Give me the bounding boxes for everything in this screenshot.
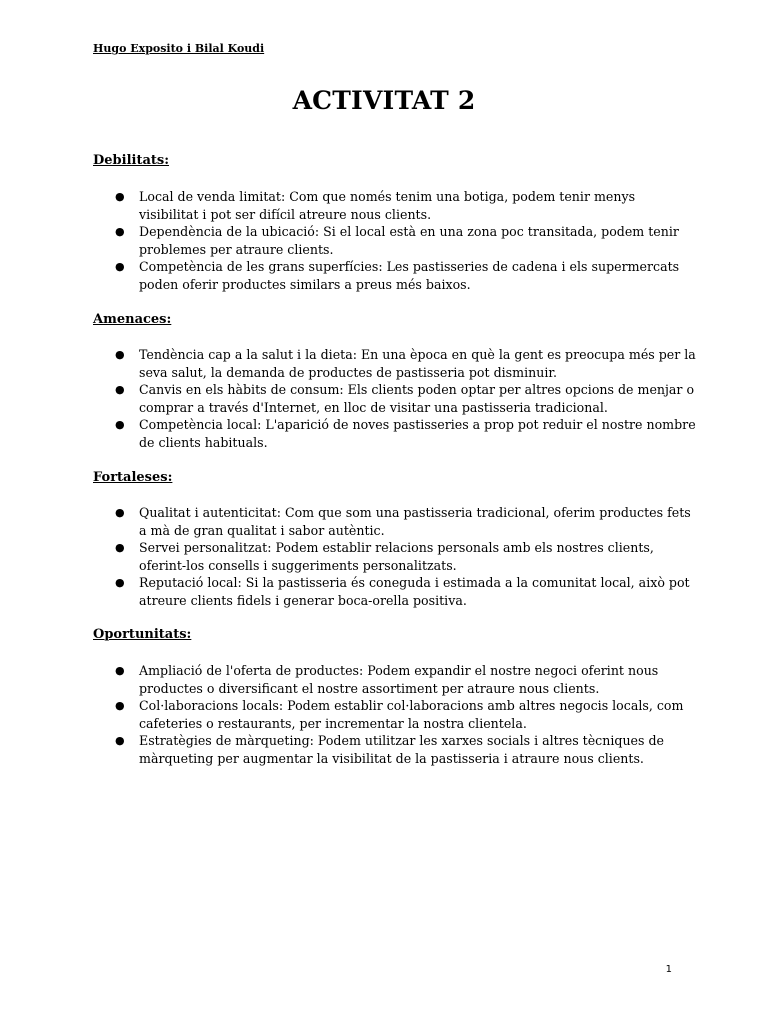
list-fortaleses: [0, 504, 768, 610]
list-item: ● Reputació local: Si la pastisseria és coneguda i estimada a la comunitat local, això pot atreure clients fidels i generar boca-orella positiva.: [115, 575, 690, 608]
list-oportunitats: [0, 662, 768, 768]
section-heading-oportunitats: Oportunitats:: [93, 627, 192, 642]
bullet-icon: ●: [115, 664, 125, 677]
list-item: ● Ampliació de l'oferta de productes: Podem expandir el nostre negoci oferint nous productes o diversificant el nostre assortiment per atraure nous clients.: [115, 663, 659, 696]
bullet-icon: ●: [115, 260, 125, 274]
bullet-icon: ●: [115, 506, 125, 519]
bullet-icon: ●: [115, 699, 125, 713]
bullet-icon: ●: [115, 576, 125, 590]
bullet-icon: ●: [115, 190, 125, 203]
author-line: Hugo Exposito i Bilal Koudi: [93, 42, 265, 55]
page-number: 1: [665, 964, 672, 975]
bullet-icon: ●: [115, 348, 125, 361]
list-item: ● Local de venda limitat: Com que només tenim una botiga, podem tenir menys visibilitat i pot ser difícil atreure nous clients.: [115, 189, 636, 222]
list-item: ● Estratègies de màrqueting: Podem utilitzar les xarxes socials i altres tècniques de màrqueting per augmentar la visibilitat de la pastisseria i atraure nous clients.: [115, 733, 664, 766]
bullet-icon: ●: [115, 418, 125, 432]
bullet-icon: ●: [115, 734, 125, 748]
bullet-icon: ●: [115, 383, 125, 397]
list-debilitats: [0, 188, 768, 294]
list-item: ● Servei personalitzat: Podem establir relacions personals amb els nostres clients, oferint-los consells i suggeriments personalitzats.: [115, 540, 654, 573]
section-heading-fortaleses: Fortaleses:: [93, 470, 173, 485]
page-title: ACTIVITAT 2: [292, 86, 476, 115]
list-item: ● Canvis en els hàbits de consum: Els clients poden optar per altres opcions de menjar o comprar a través d'Internet, en lloc de visitar una pastisseria tradicional.: [115, 382, 695, 415]
list-item: ● Competència local: L'aparició de noves pastisseries a prop pot reduir el nostre nombre de clients habituals.: [115, 417, 696, 450]
section-heading-amenaces: Amenaces:: [93, 312, 172, 327]
list-item: ● Col·laboracions locals: Podem establir col·laboracions amb altres negocis locals, com cafeteries o restaurants, per incrementar la nostra clientela.: [115, 698, 684, 731]
bullet-icon: ●: [115, 541, 125, 555]
list-item: ● Tendència cap a la salut i la dieta: En una època en què la gent es preocupa més per la seva salut, la demanda de productes de pastisseria pot disminuir.: [115, 347, 696, 380]
section-heading-debilitats: Debilitats:: [93, 153, 170, 168]
list-amenaces: [0, 346, 768, 452]
bullet-icon: ●: [115, 225, 125, 239]
list-item: ● Dependència de la ubicació: Si el local està en una zona poc transitada, podem tenir problemes per atraure clients.: [115, 224, 679, 257]
list-item: ● Qualitat i autenticitat: Com que som una pastisseria tradicional, oferim productes fets a mà de gran qualitat i sabor autèntic.: [115, 505, 691, 538]
list-item: ● Competència de les grans superfícies: Les pastisseries de cadena i els supermercats poden oferir productes similars a preus més baixos.: [115, 259, 680, 292]
